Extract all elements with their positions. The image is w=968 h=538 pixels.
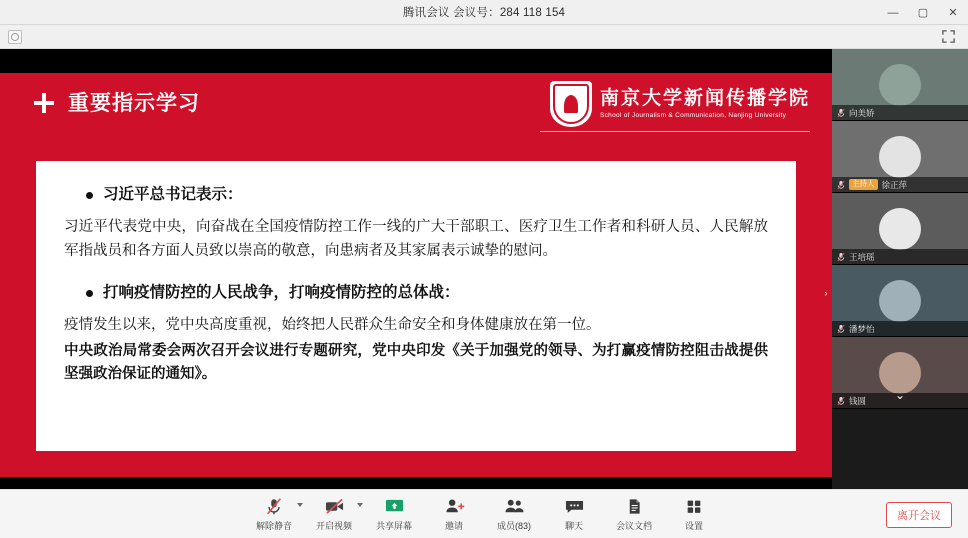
microphone-muted-icon (837, 396, 845, 406)
slide-paragraph-2: 疫情发生以来，党中央高度重视，始终把人民群众生命安全和身体健康放在第一位。 (64, 317, 601, 334)
slide-header (0, 73, 832, 131)
invite-person-icon (443, 497, 465, 517)
slide-body (36, 161, 796, 451)
toolbar-share-label: 共享屏幕 (375, 520, 412, 531)
participant-tile[interactable] (832, 337, 968, 409)
window-title: 腾讯会议 会议号：284 118 154 (402, 7, 566, 19)
toolbar-settings-label: 设置 (684, 520, 703, 531)
chevron-down-icon[interactable] (297, 503, 303, 507)
participant-name: 钱圆 (849, 395, 867, 406)
window-controls (878, 0, 968, 25)
sub-toolbar (0, 25, 968, 49)
meeting-stage (0, 49, 968, 489)
presentation-slide (0, 73, 832, 477)
avatar (879, 136, 921, 178)
microphone-muted-icon (837, 324, 845, 334)
toolbar-chat-label: 聊天 (564, 520, 583, 531)
grid-settings-icon (683, 497, 705, 517)
participant-footer (832, 321, 968, 336)
participant-tile[interactable] (832, 193, 968, 265)
title-bar (0, 0, 968, 25)
university-name-en: School of Journalism & Communication, Nanjing University (599, 111, 787, 119)
fullscreen-icon[interactable] (941, 29, 956, 44)
document-icon (623, 497, 645, 517)
toolbar-chat-button[interactable] (544, 491, 604, 537)
slide-paragraph-1: 习近平代表党中央，向奋战在全国疫情防控工作一线的广大干部职工、医疗卫生工作者和科研人员、人民解放军指战员和各方面人员致以崇高的敬意，向患病者及其家属表示诚挚的慰问。 (64, 219, 768, 259)
chat-bubble-icon (563, 497, 585, 517)
host-badge: 主持人 (849, 179, 878, 189)
microphone-muted-icon (837, 108, 845, 118)
participant-name: 徐正萍 (881, 179, 908, 190)
slide-bullet-1 (64, 183, 768, 206)
avatar (879, 280, 921, 322)
members-group-icon (503, 497, 525, 517)
participant-name: 潘梦怡 (849, 323, 875, 334)
participant-tile[interactable] (832, 121, 968, 193)
avatar (879, 64, 921, 106)
participant-footer (832, 249, 968, 264)
toolbar-invite-button[interactable] (424, 491, 484, 537)
maximize-button[interactable]: ▢ (917, 7, 929, 19)
participant-footer (832, 177, 968, 192)
avatar (879, 208, 921, 250)
participant-name: 王培瑶 (849, 251, 875, 262)
toolbar-audio-button[interactable] (244, 491, 304, 537)
toolbar-docs-label: 会议文档 (615, 520, 652, 531)
minimize-button[interactable]: — (887, 6, 899, 19)
toolbar-members-button[interactable] (484, 491, 544, 537)
toolbar-audio-label: 解除静音 (255, 520, 292, 531)
camera-off-icon (323, 497, 345, 517)
microphone-muted-icon (837, 252, 845, 262)
meeting-toolbar (0, 489, 968, 538)
slide-paragraph-3: 中央政治局常委会两次召开会议进行专题研究，党中央印发《关于加强党的领导、为打赢疫情防控阻击战提供坚强政治保证的通知》。 (64, 342, 768, 383)
slide-title: 重要指示学习 (68, 92, 200, 115)
share-screen-icon (383, 497, 405, 517)
toolbar-docs-button[interactable] (604, 491, 664, 537)
leave-meeting-button[interactable]: 离开会议 (886, 502, 952, 528)
record-indicator-icon[interactable] (8, 30, 22, 44)
participant-footer (832, 105, 968, 120)
participants-rail (832, 49, 968, 489)
bullet-label: 打响疫情防控的人民战争，打响疫情防控的总体战： (103, 284, 460, 302)
toolbar-share-button[interactable] (364, 491, 424, 537)
toolbar-video-label: 开启视频 (315, 520, 352, 531)
close-button[interactable]: ✕ (948, 7, 958, 19)
participant-tile[interactable] (832, 49, 968, 121)
microphone-muted-icon (837, 180, 845, 190)
shared-slide-area[interactable] (0, 73, 832, 477)
microphone-muted-icon (263, 497, 285, 517)
plus-icon (34, 93, 54, 113)
bullet-dot-icon (86, 192, 93, 199)
chevron-down-icon[interactable]: ⌄ (894, 388, 906, 402)
university-name-cn: 南京大学新闻传播学院 (599, 88, 810, 110)
toolbar-settings-button[interactable] (664, 491, 724, 537)
university-logo (550, 81, 810, 127)
toolbar-members-label: 成员(83) (496, 520, 531, 531)
toolbar-invite-label: 邀请 (444, 520, 463, 531)
participant-tile[interactable] (832, 265, 968, 337)
logo-underline (540, 131, 810, 132)
university-crest-icon (550, 81, 592, 127)
participant-name: 向美娇 (849, 107, 875, 118)
slide-bullet-2 (64, 281, 768, 304)
collapse-rail-handle[interactable]: › (820, 276, 832, 310)
chevron-down-icon[interactable] (357, 503, 363, 507)
bullet-dot-icon (86, 290, 93, 297)
bullet-label: 习近平总书记表示： (103, 186, 243, 203)
toolbar-video-button[interactable] (304, 491, 364, 537)
